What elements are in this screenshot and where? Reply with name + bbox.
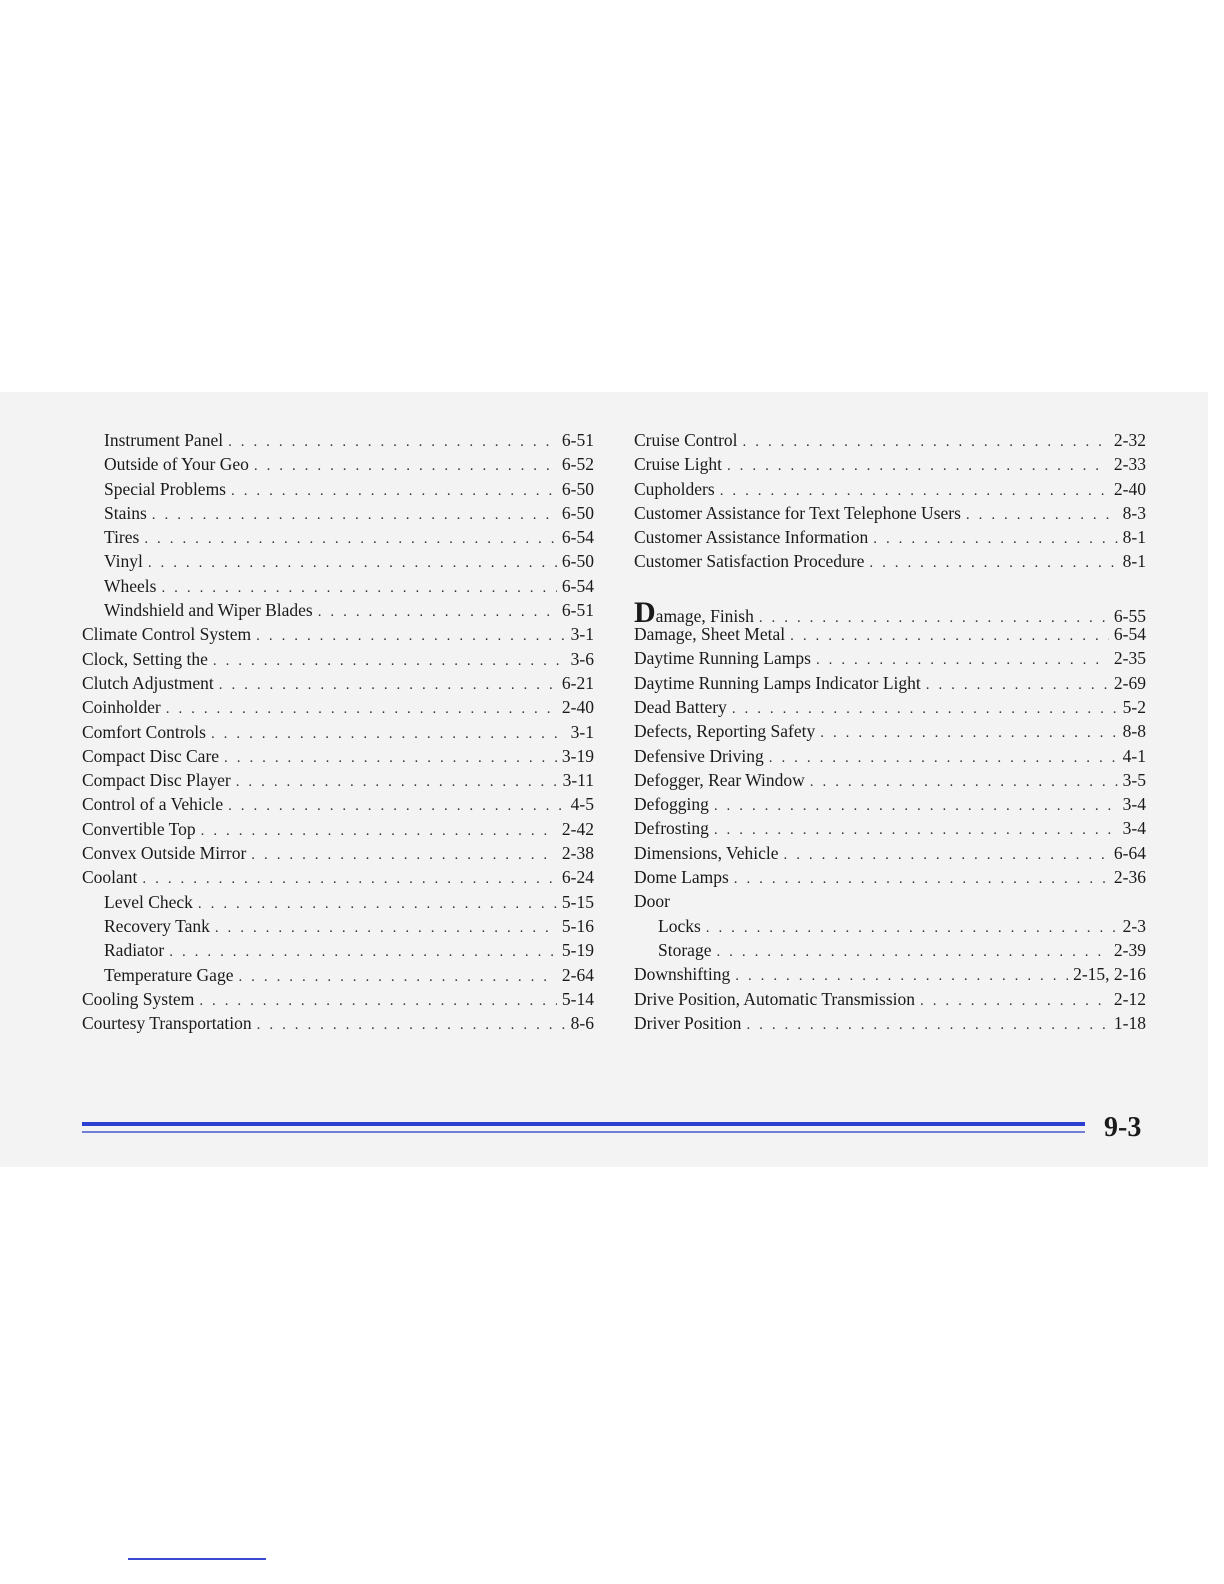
dot-leader bbox=[211, 722, 566, 746]
dot-leader bbox=[198, 892, 557, 916]
index-entry bbox=[82, 720, 594, 744]
dot-leader bbox=[228, 430, 557, 454]
index-entry bbox=[82, 841, 594, 865]
entry-page: 6-54 bbox=[1113, 624, 1146, 645]
entry-label: Customer Satisfaction Procedure bbox=[634, 551, 865, 572]
dot-leader bbox=[236, 770, 558, 794]
decorative-line bbox=[128, 1558, 266, 1560]
entry-label: Tires bbox=[104, 527, 140, 548]
entry-page: 3-11 bbox=[562, 770, 594, 791]
entry-label: Driver Position bbox=[634, 1012, 742, 1033]
index-entry bbox=[634, 987, 1146, 1011]
index-entry bbox=[82, 622, 594, 646]
entry-page: 2-32 bbox=[1113, 430, 1146, 450]
index-entry bbox=[82, 598, 594, 622]
entry-label: Courtesy Transportation bbox=[82, 1013, 252, 1034]
entry-label: Radiator bbox=[104, 940, 165, 961]
entry-page: 2-35 bbox=[1113, 648, 1146, 669]
index-entry bbox=[82, 938, 594, 962]
index-entry bbox=[634, 549, 1146, 573]
entry-label: Cupholders bbox=[634, 478, 715, 499]
dot-leader bbox=[201, 819, 557, 843]
index-entry bbox=[82, 817, 594, 841]
index-entry bbox=[634, 452, 1146, 476]
entry-label: Level Check bbox=[104, 891, 193, 912]
dot-leader bbox=[238, 965, 556, 989]
dot-leader bbox=[784, 843, 1109, 867]
index-entry bbox=[82, 428, 594, 452]
entry-page: 2-64 bbox=[561, 964, 594, 985]
entry-label: Storage bbox=[658, 939, 712, 960]
entry-page: 6-54 bbox=[561, 575, 594, 596]
entry-page: 2-36 bbox=[1113, 867, 1146, 888]
entry-page: 3-1 bbox=[570, 624, 594, 645]
index-entry bbox=[82, 987, 594, 1011]
dot-leader bbox=[873, 527, 1117, 551]
dot-leader bbox=[820, 721, 1117, 745]
dot-leader bbox=[231, 479, 557, 503]
entry-page: 3-5 bbox=[1122, 769, 1146, 790]
dot-leader bbox=[256, 624, 566, 648]
entry-label: Recovery Tank bbox=[104, 915, 210, 936]
entry-label: Clock, Setting the bbox=[82, 648, 208, 669]
index-entry bbox=[634, 816, 1146, 840]
entry-page: 5-19 bbox=[561, 940, 594, 961]
dot-leader bbox=[318, 600, 557, 624]
entry-page: 2-42 bbox=[561, 818, 594, 839]
dot-leader bbox=[869, 551, 1117, 575]
index-entry bbox=[82, 865, 594, 889]
entry-page: 6-52 bbox=[561, 454, 594, 475]
index-entry bbox=[82, 574, 594, 598]
entry-label: Climate Control System bbox=[82, 624, 252, 645]
index-entry bbox=[634, 595, 1146, 629]
entry-label: Defensive Driving bbox=[634, 745, 764, 766]
dot-leader bbox=[224, 746, 557, 770]
index-entry bbox=[82, 549, 594, 573]
dot-leader bbox=[790, 624, 1109, 648]
entry-label: Defects, Reporting Safety bbox=[634, 721, 816, 742]
index-entry bbox=[634, 938, 1146, 962]
entry-label: Convex Outside Mirror bbox=[82, 843, 247, 864]
entry-label: Cruise Control bbox=[634, 430, 738, 450]
entry-page: 6-51 bbox=[561, 430, 594, 450]
entry-label: Daytime Running Lamps bbox=[634, 648, 811, 669]
index-entry bbox=[634, 695, 1146, 719]
index-entry bbox=[82, 963, 594, 987]
index-entry bbox=[634, 914, 1146, 938]
entry-page: 6-55 bbox=[1113, 605, 1146, 626]
entry-label: Compact Disc Player bbox=[82, 770, 231, 791]
entry-label: Defogging bbox=[634, 794, 709, 815]
entry-page: 5-14 bbox=[561, 988, 594, 1009]
entry-label-rest: amage, Finish bbox=[655, 605, 754, 626]
index-entry bbox=[82, 744, 594, 768]
dot-leader bbox=[746, 1013, 1108, 1037]
entry-page: 2-15, 2-16 bbox=[1073, 964, 1146, 985]
dot-leader bbox=[743, 430, 1109, 454]
dot-leader bbox=[716, 940, 1108, 964]
index-entry bbox=[82, 525, 594, 549]
entry-page: 3-6 bbox=[570, 648, 594, 669]
index-entry bbox=[634, 501, 1146, 525]
dot-leader bbox=[166, 697, 557, 721]
index-entry bbox=[82, 914, 594, 938]
entry-label: Special Problems bbox=[104, 478, 226, 499]
entry-page: 8-6 bbox=[570, 1013, 594, 1034]
entry-label: Customer Assistance Information bbox=[634, 527, 869, 548]
dot-leader bbox=[926, 673, 1109, 697]
index-entry bbox=[82, 890, 594, 914]
entry-page: 3-4 bbox=[1122, 818, 1146, 839]
entry-page: 6-54 bbox=[561, 527, 594, 548]
entry-page: 2-38 bbox=[561, 843, 594, 864]
entry-page: 2-33 bbox=[1113, 454, 1146, 475]
dot-leader bbox=[219, 673, 557, 697]
dot-leader bbox=[727, 454, 1109, 478]
entry-label: Door bbox=[634, 891, 670, 912]
dot-leader bbox=[769, 746, 1118, 770]
entry-label: Damage, Sheet Metal bbox=[634, 624, 786, 645]
entry-label: Downshifting bbox=[634, 964, 731, 985]
entry-label: Drive Position, Automatic Transmission bbox=[634, 988, 915, 1009]
page-number: 9-3 bbox=[1104, 1112, 1142, 1143]
section-letter: D bbox=[634, 595, 656, 629]
index-column-right bbox=[634, 428, 1146, 1035]
entry-label: Clutch Adjustment bbox=[82, 672, 214, 693]
entry-page: 8-1 bbox=[1122, 527, 1146, 548]
index-entry bbox=[634, 622, 1146, 646]
index-entry bbox=[634, 865, 1146, 889]
entry-page: 6-51 bbox=[561, 600, 594, 621]
index-entry bbox=[634, 962, 1146, 986]
index-entry bbox=[634, 841, 1146, 865]
entry-page: 6-64 bbox=[1113, 842, 1146, 863]
index-entry bbox=[82, 768, 594, 792]
dot-leader bbox=[169, 940, 557, 964]
entry-page: 2-12 bbox=[1113, 988, 1146, 1009]
dot-leader bbox=[144, 527, 557, 551]
entry-page: 4-1 bbox=[1122, 745, 1146, 766]
index-entry bbox=[82, 452, 594, 476]
entry-page: 6-50 bbox=[561, 551, 594, 572]
entry-page: 2-69 bbox=[1113, 672, 1146, 693]
dot-leader bbox=[714, 818, 1118, 842]
entry-label: Wheels bbox=[104, 575, 157, 596]
index-entry bbox=[634, 525, 1146, 549]
entry-page: 6-50 bbox=[561, 478, 594, 499]
dot-leader bbox=[142, 867, 557, 891]
dot-leader bbox=[228, 794, 566, 818]
dot-leader bbox=[732, 697, 1118, 721]
dot-leader bbox=[734, 867, 1109, 891]
index-entry bbox=[634, 477, 1146, 501]
dot-leader bbox=[720, 479, 1109, 503]
index-entry bbox=[634, 428, 1146, 452]
index-entry bbox=[634, 768, 1146, 792]
entry-label: Comfort Controls bbox=[82, 721, 206, 742]
dot-leader bbox=[735, 964, 1068, 988]
entry-label: Compact Disc Care bbox=[82, 745, 220, 766]
entry-label: Coinholder bbox=[82, 697, 161, 718]
dot-leader bbox=[148, 551, 557, 575]
entry-label: Control of a Vehicle bbox=[82, 794, 224, 815]
entry-label: Outside of Your Geo bbox=[104, 454, 249, 475]
index-entry bbox=[634, 889, 1146, 913]
entry-page: 5-2 bbox=[1122, 696, 1146, 717]
dot-leader bbox=[810, 770, 1118, 794]
entry-label: Windshield and Wiper Blades bbox=[104, 600, 313, 621]
entry-page: 5-15 bbox=[561, 891, 594, 912]
entry-page: 4-5 bbox=[570, 794, 594, 815]
dot-leader bbox=[920, 989, 1109, 1013]
index-column-left bbox=[82, 428, 594, 1035]
entry-label: Instrument Panel bbox=[104, 430, 224, 450]
dot-leader bbox=[213, 649, 566, 673]
entry-label: Defogger, Rear Window bbox=[634, 769, 805, 790]
entry-label: Customer Assistance for Text Telephone Users bbox=[634, 502, 961, 523]
entry-page: 8-3 bbox=[1122, 502, 1146, 523]
entry-label: Stains bbox=[104, 502, 147, 523]
index-entry bbox=[634, 646, 1146, 670]
entry-page: 6-50 bbox=[561, 502, 594, 523]
entry-label: Locks bbox=[658, 915, 701, 936]
footer-rule-thin bbox=[82, 1131, 1085, 1133]
index-entry bbox=[634, 671, 1146, 695]
dot-leader bbox=[966, 503, 1118, 527]
index-entry bbox=[82, 1011, 594, 1035]
dot-leader bbox=[257, 1013, 566, 1037]
index-entry bbox=[634, 792, 1146, 816]
section-gap bbox=[634, 574, 1146, 598]
dot-leader bbox=[152, 503, 557, 527]
index-entry bbox=[82, 792, 594, 816]
index-entry bbox=[82, 647, 594, 671]
entry-page: 2-3 bbox=[1122, 915, 1146, 936]
entry-label: Dead Battery bbox=[634, 696, 727, 717]
footer-rule-thick bbox=[82, 1122, 1085, 1126]
index-entry bbox=[82, 695, 594, 719]
entry-label: Vinyl bbox=[104, 551, 143, 572]
entry-page: 2-39 bbox=[1113, 939, 1146, 960]
entry-page: 3-19 bbox=[561, 745, 594, 766]
entry-label: Daytime Running Lamps Indicator Light bbox=[634, 672, 921, 693]
entry-page: 8-1 bbox=[1122, 551, 1146, 572]
entry-label: Dome Lamps bbox=[634, 867, 729, 888]
entry-page: 3-1 bbox=[570, 721, 594, 742]
entry-label: Coolant bbox=[82, 867, 138, 888]
index-entry bbox=[634, 719, 1146, 743]
index-entry bbox=[82, 477, 594, 501]
entry-page: 1-18 bbox=[1113, 1012, 1146, 1033]
entry-page: 5-16 bbox=[561, 915, 594, 936]
entry-label: Defrosting bbox=[634, 818, 709, 839]
dot-leader bbox=[199, 989, 557, 1013]
index-entry bbox=[634, 1011, 1146, 1035]
entry-page: 6-24 bbox=[561, 867, 594, 888]
entry-label: Cruise Light bbox=[634, 454, 722, 475]
entry-page: 8-8 bbox=[1122, 721, 1146, 742]
dot-leader bbox=[706, 916, 1118, 940]
dot-leader bbox=[215, 916, 557, 940]
entry-page: 6-21 bbox=[561, 672, 594, 693]
index-entry bbox=[82, 671, 594, 695]
footer-rule bbox=[82, 1122, 1085, 1138]
entry-page: 3-4 bbox=[1122, 794, 1146, 815]
dot-leader bbox=[816, 648, 1109, 672]
entry-page: 2-40 bbox=[561, 697, 594, 718]
entry-page: 2-40 bbox=[1113, 478, 1146, 499]
dot-leader bbox=[714, 794, 1118, 818]
dot-leader bbox=[161, 576, 556, 600]
dot-leader bbox=[254, 454, 557, 478]
index-entry bbox=[634, 744, 1146, 768]
entry-label: Temperature Gage bbox=[104, 964, 234, 985]
index-entry bbox=[82, 501, 594, 525]
entry-label: Convertible Top bbox=[82, 818, 196, 839]
entry-label: Dimensions, Vehicle bbox=[634, 842, 779, 863]
dot-leader bbox=[251, 843, 557, 867]
entry-label: Cooling System bbox=[82, 988, 195, 1009]
